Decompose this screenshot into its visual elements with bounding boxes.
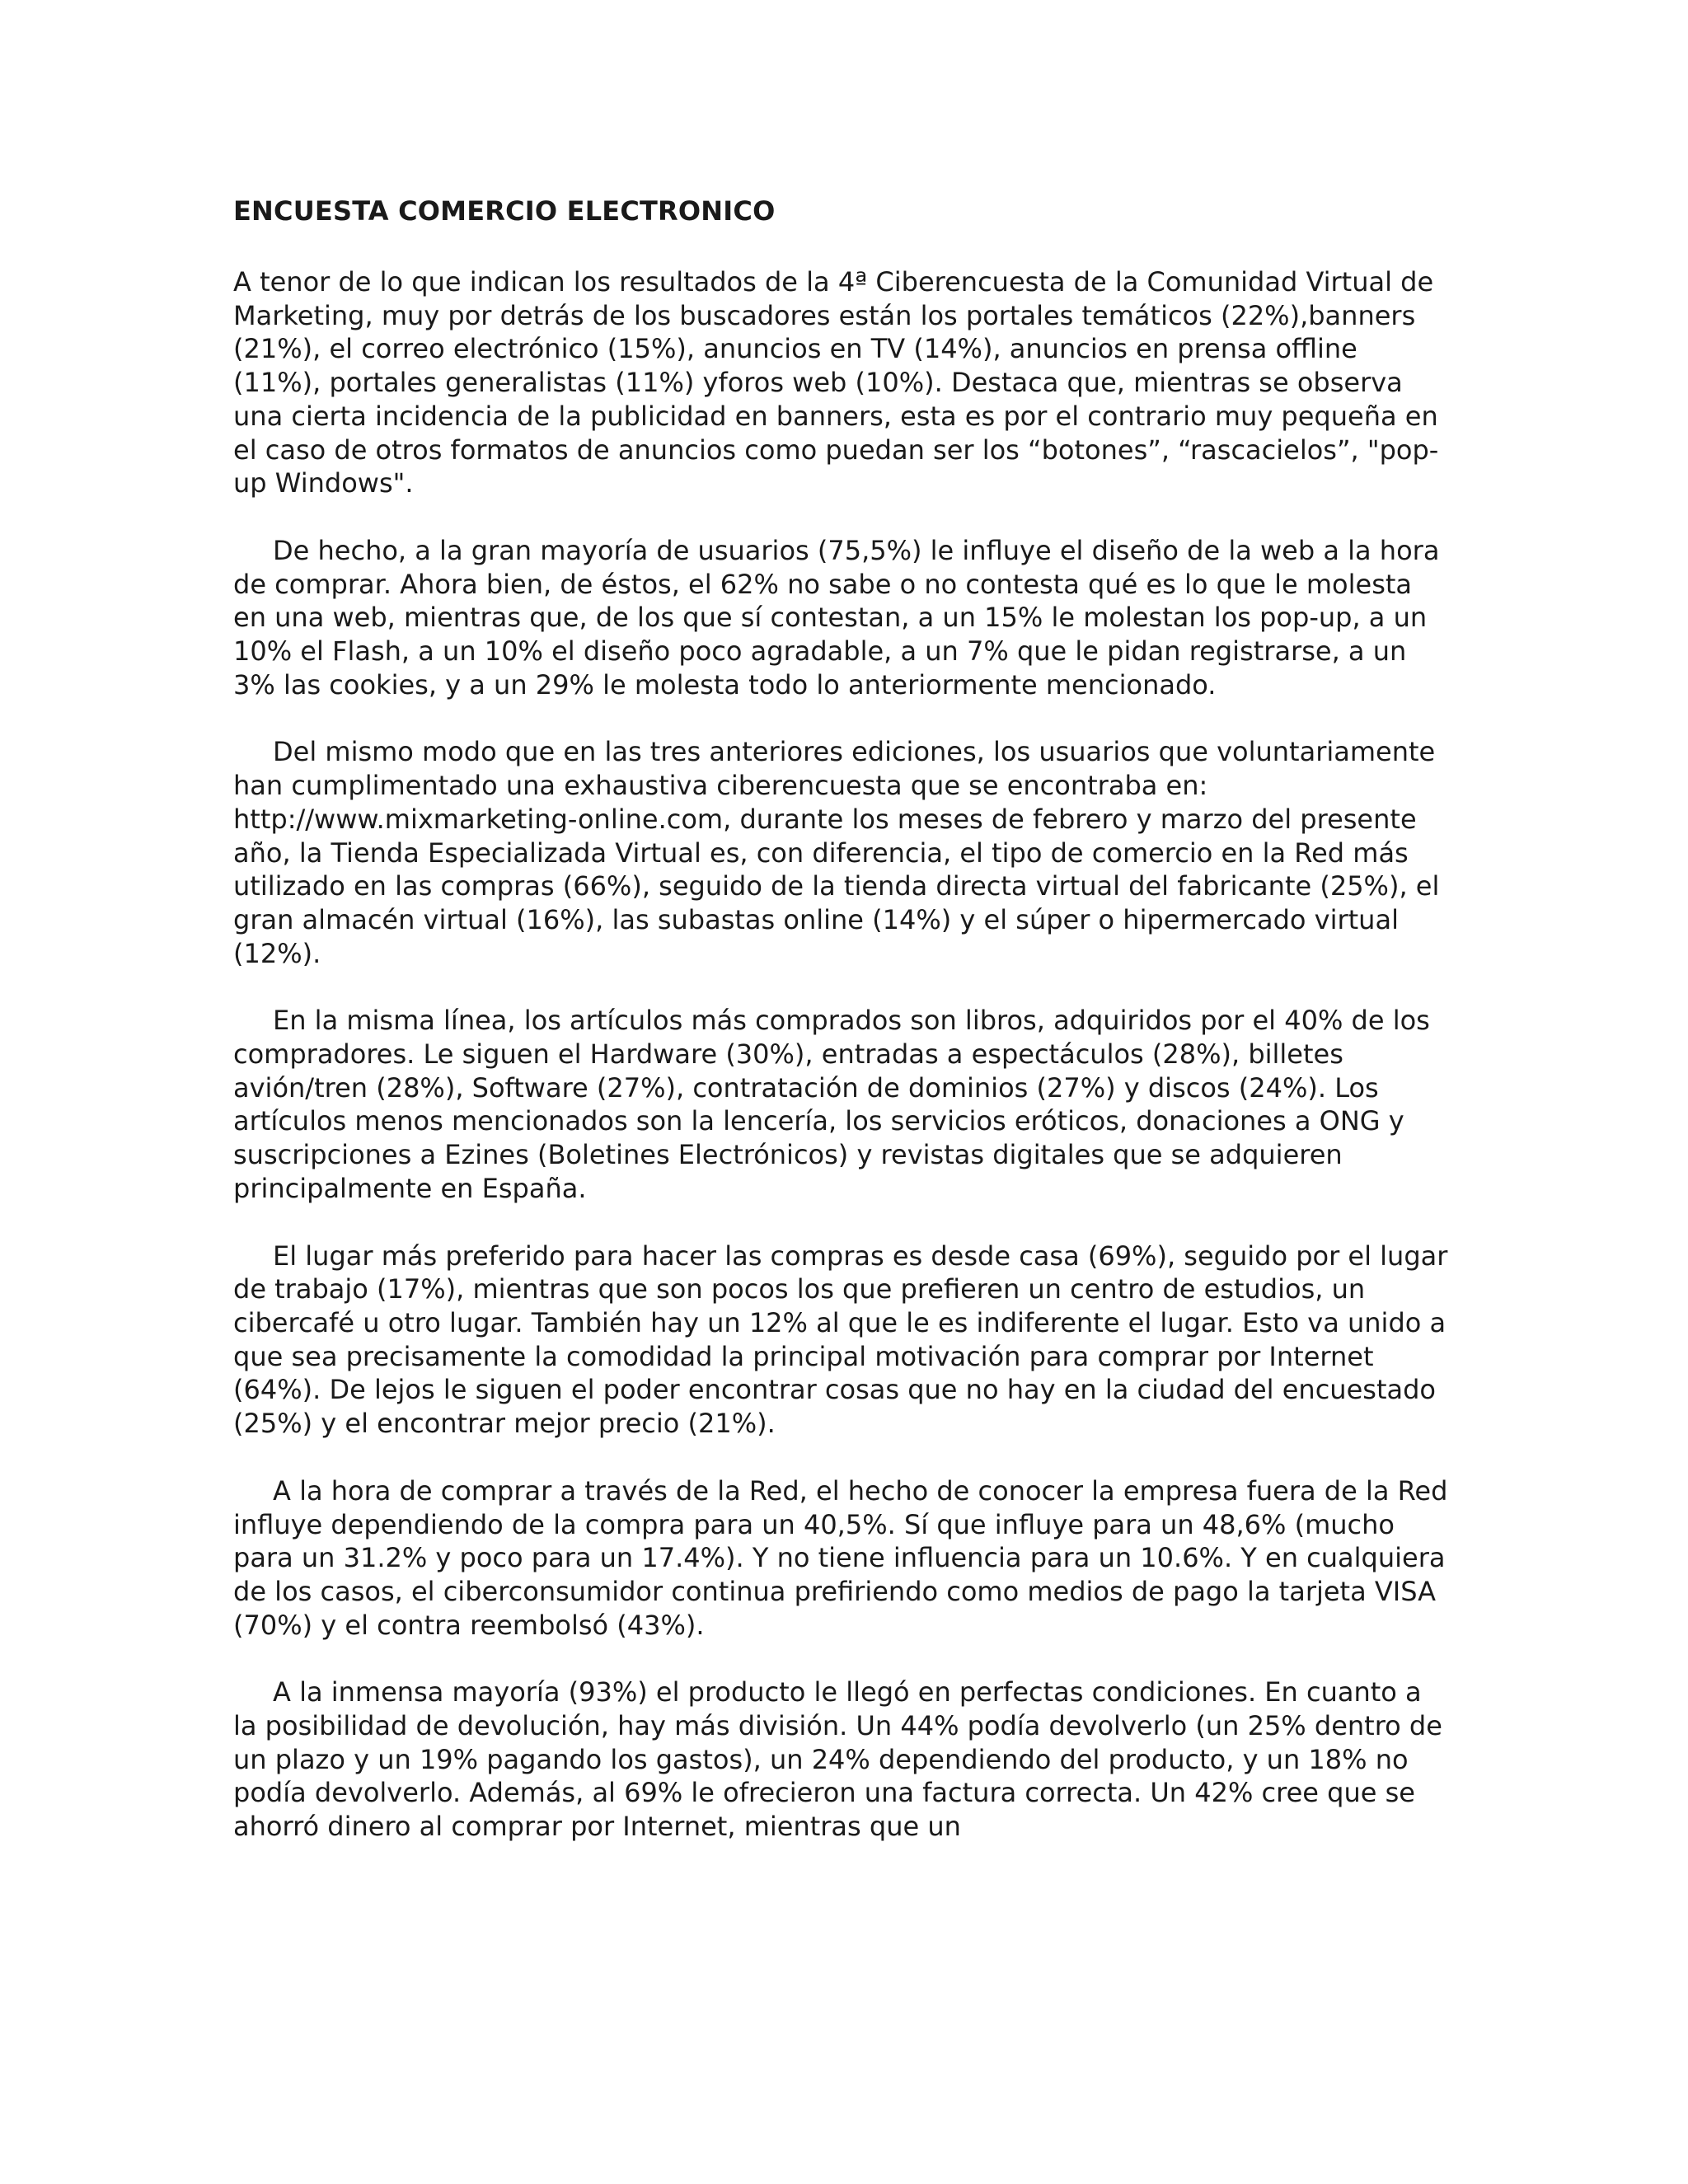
document-page xyxy=(233,191,1451,1877)
paragraph-1: A tenor de lo que indican los resultados de la 4ª Ciberencuesta de la Comunidad Virtual de Marketing, muy por detrás de los buscadores están los portales temáticos (22%),banners (21%), el correo electrónico (15%), anuncios en TV (14%), anuncios en prensa offline (11%), portales generalistas (11%) yforos web (10%). Destaca que, mientras se observa una cierta incidencia de la publicidad en banners, esta es por el contrario muy pequeña en el caso de otros formatos de anuncios como puedan ser los “botones”, “rascacielos”, "pop-up Windows". xyxy=(233,266,1439,499)
paragraph-7 xyxy=(233,1675,1451,1844)
paragraph-3: Del mismo modo que en las tres anteriores ediciones, los usuarios que voluntariamente han cumplimentado una exhaustiva ciberencuesta que se encontraba en: http://www.mixmarketing-online.com, durante los meses de febrero y marzo del presente año, la Tienda Especializada Virtual es, con diferencia, el tipo de comercio en la Red más utilizado en las compras (66%), seguido de la tienda directa virtual del fabricante (25%), el gran almacén virtual (16%), las subastas online (14%) y el súper o hipermercado virtual (12%). xyxy=(233,736,1440,969)
paragraph-6: A la hora de comprar a través de la Red, el hecho de conocer la empresa fuera de la Red influye dependiendo de la compra para un 40,5%. Sí que influye para un 48,6% (mucho para un 31.2% y poco para un 17.4%). Y no tiene influencia para un 10.6%. Y en cualquiera de los casos, el ciberconsumidor continua prefiriendo como medios de pago la tarjeta VISA (70%) y el contra reembolsó (43%). xyxy=(233,1474,1448,1641)
paragraph-7-tail: mientras que un xyxy=(743,1811,961,1843)
paragraph-7-text: A la inmensa mayoría (93%) el producto le llegó en perfectas condiciones. En cuanto a la posibilidad de devolución, hay más división. Un 44% podía devolverlo (un 25% dentro de un plazo y un 19% pagando los gastos), un 24% dependiendo del producto, y un 18% no podía devolverlo. Además, al 69% le ofrecieron una factura correcta. Un 42% cree que se ahorró dinero al comprar por Internet, xyxy=(233,1676,1442,1843)
paragraph-5: El lugar más preferido para hacer las compras es desde casa (69%), seguido por el lugar de trabajo (17%), mientras que son pocos los que prefieren un centro de estudios, un cibercafé u otro lugar. También hay un 12% al que le es indiferente el lugar. Esto va unido a que sea precisamente la comodidad la principal motivación para comprar por Internet (64%). De lejos le siguen el poder encontrar cosas que no hay en la ciudad del encuestado (25%) y el encontrar mejor precio (21%). xyxy=(233,1240,1448,1440)
paragraph-2: De hecho, a la gran mayoría de usuarios (75,5%) le influye el diseño de la web a la hora de comprar. Ahora bien, de éstos, el 62% no sabe o no contesta qué es lo que le molesta en una web, mientras que, de los que sí contestan, a un 15% le molestan los pop-up, a un 10% el Flash, a un 10% el diseño poco agradable, a un 7% que le pidan registrarse, a un 3% las cookies, y a un 29% le molesta todo lo anteriormente mencionado. xyxy=(233,534,1440,701)
document-title: ENCUESTA COMERCIO ELECTRONICO xyxy=(233,195,776,227)
paragraph-4: En la misma línea, los artículos más comprados son libros, adquiridos por el 40% de los compradores. Le siguen el Hardware (30%), entradas a espectáculos (28%), billetes avión/tren (28%), Software (27%), contratación de dominios (27%) y discos (24%). Los artículos menos mencionados son la lencería, los servicios eróticos, donaciones a ONG y suscripciones a Ezines (Boletines Electrónicos) y revistas digitales que se adquieren principalmente en España. xyxy=(233,1005,1430,1204)
